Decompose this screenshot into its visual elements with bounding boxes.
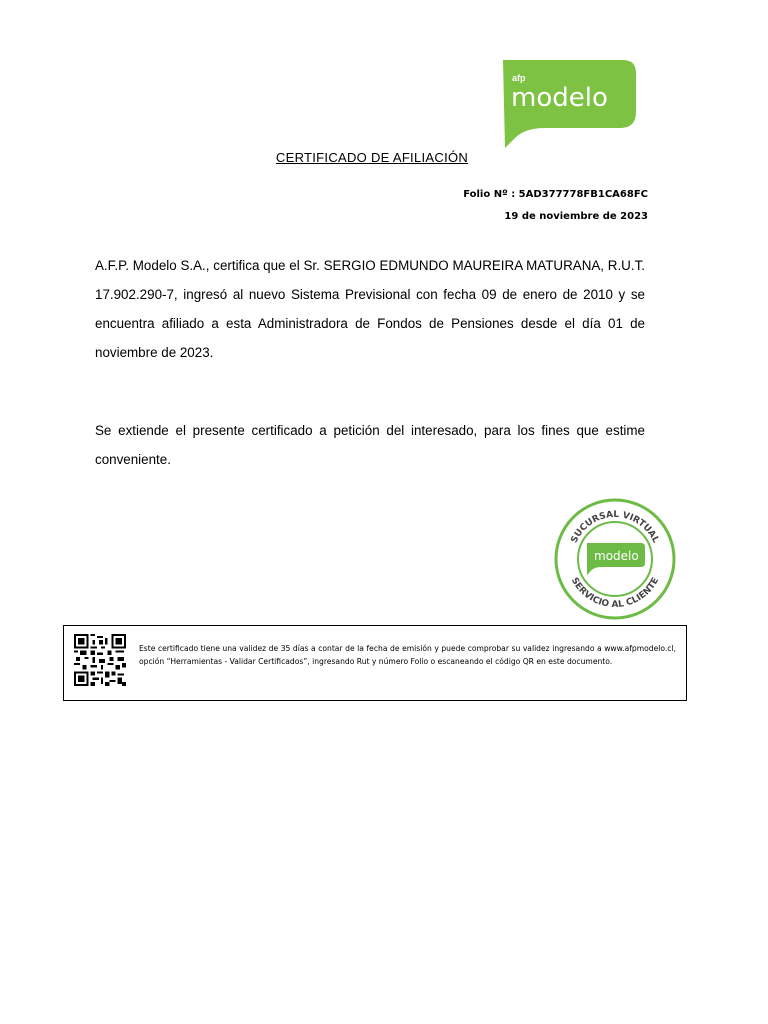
seal-top-text: SUCURSAL VIRTUAL [569, 509, 661, 545]
logo-name: modelo [511, 83, 608, 113]
sucursal-virtual-seal [553, 497, 677, 621]
certificate-title: CERTIFICADO DE AFILIACIÓN [275, 150, 469, 165]
folio-number: Folio Nº : 5AD377778FB1CA68FC [463, 189, 648, 200]
validation-notice-text: Este certificado tiene una validez de 35 días a contar de la fecha de emisión y puede comprobar su validez ingresando a www.afpmodelo.cl, opción “Herramientas - Validar Certificados”, ingresando Rut y número Folio o escaneando el código QR en este documento. [139, 644, 676, 666]
affiliation-paragraph: A.F.P. Modelo S.A., certifica que el Sr. SERGIO EDMUNDO MAUREIRA MATURANA, R.U.T. 17.902.290-7, ingresó al nuevo Sistema Previsional con fecha 09 de enero de 2010 y se encuentra afiliado a esta Administradora de Fondos de Pensiones desde el día 01 de noviembre de 2023. [95, 258, 645, 360]
issue-date: 19 de noviembre de 2023 [504, 211, 648, 222]
request-paragraph: Se extiende el presente certificado a petición del interesado, para los fines que estime conveniente. [95, 423, 645, 467]
validation-notice [63, 625, 687, 701]
logo-prefix: afp [512, 73, 526, 83]
qr-code-icon[interactable] [74, 634, 126, 686]
svg-text:SERVICIO AL CLIENTE [569, 576, 661, 610]
seal-brand: modelo [594, 549, 639, 563]
seal-bottom-text: SERVICIO AL CLIENTE [568, 576, 662, 611]
afp-modelo-logo [503, 60, 636, 148]
